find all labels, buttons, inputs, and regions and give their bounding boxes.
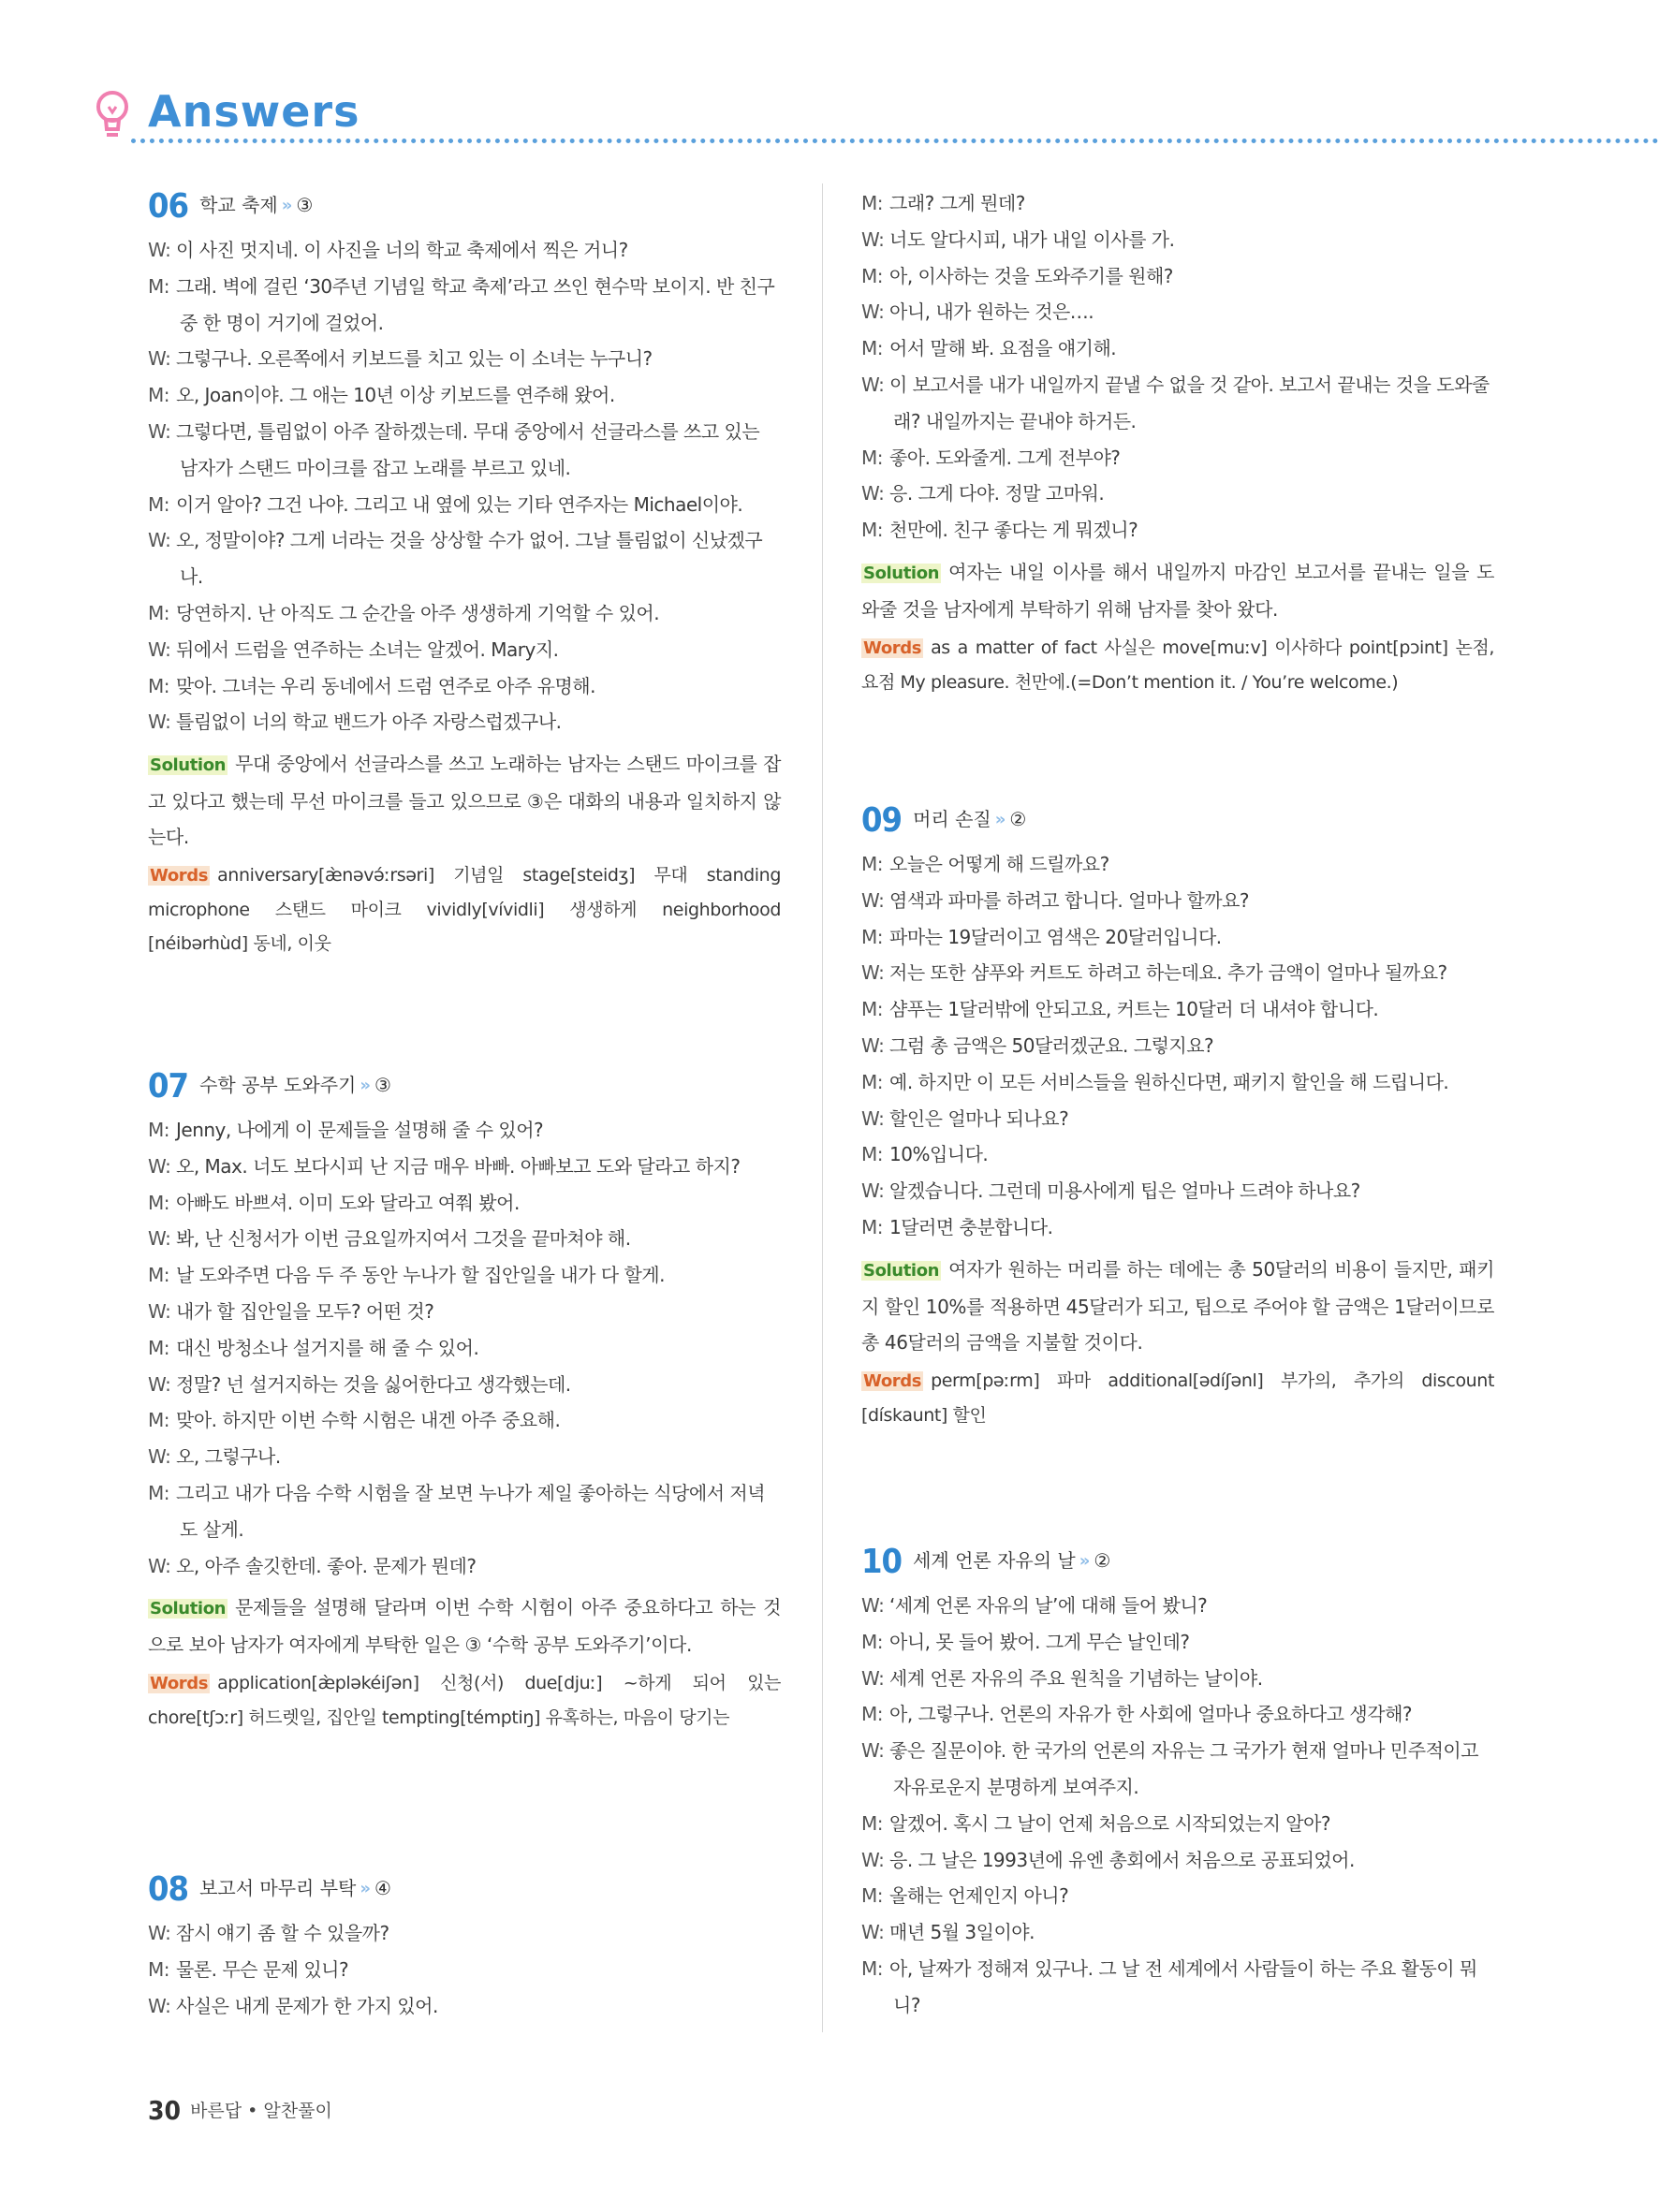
line-text: 응. 그게 다야. 정말 고마워. (889, 482, 1105, 505)
solution-text: 여자가 원하는 머리를 하는 데에는 총 50달러의 비용이 들지만, 패키지 할인 10%를 적용하면 45달러가 되고, 팁으로 주어야 할 금액은 1달러이므로 총 46달러의 금액을 지불할 것이다. (861, 1257, 1494, 1354)
words-tag: Words (863, 1370, 922, 1391)
solution-block (861, 1252, 1494, 1360)
page-title: Answers (148, 86, 360, 137)
dialogue-line (148, 232, 781, 269)
words-text: application[æ̀pləkéiʃən] 신청(서) due[djuː] ~하게 되어 있는 chore[tʃɔːr] 허드렛일, 집안일 tempting[témptiŋ] 유혹하는, 마음이 당기는 (148, 1673, 781, 1729)
dialogue-line (861, 1173, 1494, 1209)
line-text: 그럼 총 금액은 50달러겠군요. 그렇지요? (889, 1033, 1214, 1057)
dialogue (861, 185, 1494, 549)
line-text: 잠시 얘기 좀 할 수 있을까? (176, 1922, 389, 1944)
words-block (148, 858, 781, 960)
double-chevron-icon: » (1079, 1551, 1087, 1571)
line-text: 이거 알아? 그건 나야. 그리고 내 옆에 있는 기타 연주자는 Michael이야. (176, 492, 743, 516)
line-text: 좋은 질문이야. 한 국가의 언론의 자유는 그 국가가 현재 얼마나 민주적이고 자유로운지 분명하게 보여주지. (889, 1739, 1479, 1798)
line-text: 할인은 얼마나 되나요? (889, 1106, 1069, 1130)
speaker-label: M: (148, 601, 169, 624)
line-text: 맞아. 그녀는 우리 동네에서 드럼 연주로 아주 유명해. (176, 674, 595, 697)
section-heading (148, 1067, 781, 1108)
speaker-label: W: (148, 637, 171, 661)
speaker-label: W: (861, 1179, 885, 1203)
speaker-label: W: (861, 1848, 885, 1871)
section-number: 10 (861, 1543, 903, 1581)
section-06 (148, 187, 781, 960)
speaker-label: W: (861, 1106, 885, 1130)
speaker-label: M: (148, 384, 169, 407)
footer-label: 바른답 • 알찬풀이 (190, 2101, 332, 2121)
dialogue-line (861, 1661, 1494, 1697)
dialogue-line (861, 1028, 1494, 1064)
speaker-label: M: (861, 1070, 883, 1093)
line-text: 봐, 난 신청서가 이번 금요일까지여서 그것을 끝마쳐야 해. (176, 1227, 631, 1251)
speaker-label: M: (148, 1481, 169, 1504)
line-text: 오늘은 어떻게 해 드릴까요? (889, 853, 1109, 875)
section-title: 학교 축제 (199, 194, 278, 216)
dialogue-line (148, 522, 781, 595)
speaker-label: M: (861, 192, 883, 214)
double-chevron-icon: » (281, 196, 289, 215)
section-number: 08 (148, 1870, 189, 1909)
section-08-continued (861, 185, 1494, 699)
speaker-label: W: (861, 300, 885, 324)
speaker-label: M: (861, 446, 883, 469)
speaker-label: M: (148, 1119, 169, 1141)
lightbulb-icon (94, 88, 133, 142)
solution-block (148, 746, 781, 855)
solution-text: 무대 중앙에서 선글라스를 쓰고 노래하는 남자는 스탠드 마이크를 잡고 있다고 했는데 무선 마이크를 들고 있으므로 ③은 대화의 내용과 일치하지 않는다. (148, 753, 781, 849)
line-text: 맞아. 하지만 이번 수학 시험은 내겐 아주 중요해. (176, 1409, 561, 1432)
speaker-label: W: (861, 1921, 885, 1944)
line-text: 아빠도 바쁘셔. 이미 도와 달라고 여쭤 봤어. (176, 1191, 520, 1214)
line-text: 1달러면 충분합니다. (889, 1215, 1053, 1238)
speaker-label: M: (148, 1957, 169, 1981)
answer-number: ② (1009, 808, 1027, 830)
line-text: 좋아. 도와줄게. 그게 전부야? (889, 446, 1121, 469)
solution-text: 여자는 내일 이사를 해서 내일까지 마감인 보고서를 끝내는 일을 도와줄 것을 남자에게 부탁하기 위해 남자를 찾아 왔다. (861, 560, 1494, 621)
speaker-label: M: (861, 925, 883, 948)
answer-number: ④ (374, 1877, 391, 1899)
dialogue-line (861, 1914, 1494, 1951)
line-text: 저는 또한 샴푸와 커트도 하려고 하는데요. 추가 금액이 얼마나 될까요? (889, 961, 1447, 985)
speaker-label: M: (861, 1884, 883, 1908)
line-text: 틀림없이 너의 학교 밴드가 아주 자랑스럽겠구나. (176, 710, 562, 734)
speaker-label: W: (148, 419, 171, 443)
dialogue-line (148, 1112, 781, 1149)
dialogue-line (861, 883, 1494, 919)
line-text: 아니, 내가 원하는 것은…. (889, 300, 1094, 324)
line-text: 아, 이사하는 것을 도와주기를 원해? (889, 264, 1173, 287)
section-heading (861, 1543, 1494, 1584)
dialogue-line (861, 294, 1494, 330)
line-text: 물론. 무슨 문제 있니? (176, 1957, 349, 1981)
section-09 (861, 801, 1494, 1432)
line-text: 어서 말해 봐. 요점을 얘기해. (889, 337, 1117, 360)
speaker-label: M: (861, 1703, 883, 1726)
line-text: Jenny, 나에게 이 문제들을 설명해 줄 수 있어? (176, 1119, 544, 1141)
dialogue (148, 1915, 781, 2024)
dialogue-line (861, 1806, 1494, 1842)
section-10 (861, 1543, 1494, 2024)
header-dotted-rule (131, 139, 1659, 143)
dialogue-line (861, 222, 1494, 258)
speaker-label: W: (861, 1666, 885, 1690)
speaker-label: M: (148, 274, 169, 298)
line-text: 정말? 넌 설거지하는 것을 싫어한다고 생각했는데. (176, 1372, 571, 1396)
speaker-label: M: (148, 492, 169, 516)
dialogue-line (861, 185, 1494, 222)
words-tag: Words (150, 1674, 209, 1694)
dialogue-line (148, 1294, 781, 1330)
double-chevron-icon: » (360, 1076, 367, 1095)
line-text: 아니, 못 들어 봤어. 그게 무슨 날인데? (889, 1630, 1190, 1653)
speaker-label: W: (861, 373, 885, 396)
words-tag: Words (150, 866, 209, 886)
dialogue-line (861, 1136, 1494, 1173)
line-text: 매년 5월 3일이야. (889, 1921, 1035, 1944)
words-text: as a matter of fact 사실은 move[muːv] 이사하다 point[pɔint] 논점, 요점 My pleasure. 천만에.(=Don’t mention it. / You’re welcome.) (861, 637, 1494, 693)
line-text: 그렇다면, 틀림없이 아주 잘하겠는데. 무대 중앙에서 선글라스를 쓰고 있는 남자가 스탠드 마이크를 잡고 노래를 부르고 있네. (176, 419, 760, 479)
dialogue-line (861, 440, 1494, 476)
section-number: 06 (148, 187, 189, 226)
solution-tag: Solution (863, 1260, 940, 1281)
words-block (148, 1666, 781, 1735)
words-block (861, 1364, 1494, 1432)
line-text: ‘세계 언론 자유의 날’에 대해 들어 봤니? (889, 1594, 1208, 1617)
speaker-label: M: (148, 1264, 169, 1287)
line-text: 예. 하지만 이 모든 서비스들을 원하신다면, 패키지 할인을 해 드립니다. (889, 1070, 1449, 1093)
section-heading (148, 187, 781, 228)
line-text: 오, Joan이야. 그 애는 10년 이상 키보드를 연주해 왔어. (176, 384, 615, 407)
dialogue-line (861, 991, 1494, 1028)
words-text: perm[pəːrm] 파마 additional[ədíʃənl] 부가의, 추가의 discount [dískaunt] 할인 (861, 1370, 1494, 1426)
double-chevron-icon: » (994, 810, 1003, 829)
speaker-label: M: (861, 998, 883, 1021)
speaker-label: M: (148, 1336, 169, 1359)
dialogue-line (148, 1221, 781, 1257)
speaker-label: W: (148, 1994, 171, 2017)
line-text: 아, 날짜가 정해져 있구나. 그 날 전 세계에서 사람들이 하는 주요 활동이 뭐니? (889, 1956, 1477, 2016)
page-number: 30 (148, 2095, 182, 2126)
speaker-label: W: (148, 347, 171, 371)
speaker-label: W: (148, 239, 171, 261)
dialogue-line (148, 668, 781, 705)
line-text: 10%입니다. (889, 1143, 989, 1166)
dialogue-line (148, 1149, 781, 1185)
dialogue-line (861, 1101, 1494, 1137)
speaker-label: W: (148, 1154, 171, 1178)
dialogue-line (148, 595, 781, 632)
solution-tag: Solution (150, 1599, 227, 1619)
section-heading (861, 801, 1494, 842)
dialogue-line (861, 330, 1494, 367)
speaker-label: W: (148, 1445, 171, 1469)
speaker-label: W: (861, 1739, 885, 1763)
line-text: 알겠어. 혹시 그 날이 언제 처음으로 시작되었는지 알아? (889, 1811, 1331, 1835)
dialogue (861, 1588, 1494, 2024)
dialogue-line (861, 1588, 1494, 1624)
speaker-label: M: (861, 1630, 883, 1653)
answer-number: ③ (374, 1074, 391, 1096)
speaker-label: M: (861, 1811, 883, 1835)
dialogue (861, 846, 1494, 1246)
dialogue-line (861, 258, 1494, 295)
speaker-label: M: (861, 337, 883, 360)
dialogue-line (148, 1952, 781, 1988)
speaker-label: W: (148, 710, 171, 734)
line-text: 그렇구나. 오른쪽에서 키보드를 치고 있는 이 소녀는 누구니? (176, 347, 653, 371)
line-text: 오, 정말이야? 그게 너라는 것을 상상할 수가 없어. 그날 틀림없이 신났겠구나. (176, 529, 763, 589)
dialogue-line (148, 1330, 781, 1367)
line-text: 아, 그렇구나. 언론의 자유가 한 사회에 얼마나 중요하다고 생각해? (889, 1703, 1413, 1726)
dialogue-line (148, 1548, 781, 1585)
section-title: 수학 공부 도와주기 (199, 1074, 357, 1096)
speaker-label: M: (861, 519, 883, 542)
solution-text: 문제들을 설명해 달라며 이번 수학 시험이 아주 중요하다고 하는 것으로 보아 남자가 여자에게 부탁한 일은 ③ ‘수학 공부 도와주기’이다. (148, 1596, 781, 1657)
line-text: 염색과 파마를 하려고 합니다. 얼마나 할까요? (889, 888, 1250, 912)
line-text: 파마는 19달러이고 염색은 20달러입니다. (889, 925, 1222, 948)
page-footer (148, 2095, 332, 2126)
line-text: 샴푸는 1달러밖에 안되고요, 커트는 10달러 더 내셔야 합니다. (889, 998, 1379, 1021)
speaker-label: W: (148, 529, 171, 552)
solution-block (861, 554, 1494, 627)
words-tag: Words (863, 637, 922, 658)
section-title: 세계 언론 자유의 날 (913, 1549, 1076, 1572)
dialogue-line (148, 1185, 781, 1222)
speaker-label: M: (148, 674, 169, 697)
dialogue-line (148, 1915, 781, 1952)
section-number: 09 (861, 801, 903, 840)
dialogue (148, 232, 781, 740)
speaker-label: W: (861, 961, 885, 985)
speaker-label: W: (148, 1922, 171, 1944)
dialogue-line (861, 512, 1494, 549)
dialogue-line (861, 1209, 1494, 1246)
line-text: 오, 그렇구나. (176, 1445, 281, 1469)
dialogue-line (861, 1842, 1494, 1879)
dialogue-line (148, 377, 781, 414)
speaker-label: W: (148, 1227, 171, 1251)
speaker-label: W: (861, 1594, 885, 1617)
dialogue-line (148, 704, 781, 740)
answer-number: ③ (296, 194, 314, 216)
speaker-label: W: (148, 1299, 171, 1323)
line-text: 그래. 벽에 걸린 ‘30주년 기념일 학교 축제’라고 쓰인 현수막 보이지. 반 친구 중 한 명이 거기에 걸었어. (176, 274, 775, 334)
dialogue-line (148, 414, 781, 487)
dialogue-line (148, 1402, 781, 1439)
speaker-label: M: (861, 853, 883, 875)
line-text: 내가 할 집안일을 모두? 어떤 것? (176, 1299, 434, 1323)
speaker-label: M: (861, 264, 883, 287)
solution-tag: Solution (863, 563, 940, 583)
speaker-label: W: (148, 1554, 171, 1577)
speaker-label: W: (861, 1033, 885, 1057)
dialogue (148, 1112, 781, 1584)
dialogue-line (148, 1475, 781, 1548)
dialogue-line (148, 632, 781, 668)
dialogue-line (148, 1257, 781, 1294)
speaker-label: W: (148, 1372, 171, 1396)
section-heading (148, 1870, 781, 1912)
section-title: 보고서 마무리 부탁 (199, 1877, 357, 1899)
solution-tag: Solution (150, 755, 227, 776)
dialogue-line (148, 1439, 781, 1475)
dialogue-line (861, 1064, 1494, 1101)
dialogue-line (861, 1624, 1494, 1661)
line-text: 오, Max. 너도 보다시피 난 지금 매우 바빠. 아빠보고 도와 달라고 하지? (176, 1154, 741, 1178)
speaker-label: W: (861, 888, 885, 912)
line-text: 오, 아주 솔깃한데. 좋아. 문제가 뭔데? (176, 1554, 477, 1577)
line-text: 올해는 언제인지 아니? (889, 1884, 1069, 1908)
words-text: anniversary[æ̀nəvə́ːrsəri] 기념일 stage[steidʒ] 무대 standing microphone 스탠드 마이크 vividly[vívidli] 생생하게 neighborhood [néibərhùd] 동네, 이웃 (148, 865, 781, 955)
line-text: 천만에. 친구 좋다는 게 뭐겠니? (889, 519, 1138, 542)
line-text: 그래? 그게 뭔데? (889, 192, 1025, 214)
line-text: 너도 알다시피, 내가 내일 이사를 가. (889, 227, 1175, 251)
double-chevron-icon: » (360, 1879, 367, 1898)
dialogue-line (861, 476, 1494, 512)
dialogue-line (148, 341, 781, 377)
column-divider (822, 183, 823, 2032)
dialogue-line (861, 367, 1494, 440)
line-text: 세계 언론 자유의 주요 원칙을 기념하는 날이야. (889, 1666, 1263, 1690)
speaker-label: W: (861, 227, 885, 251)
dialogue-line (861, 1696, 1494, 1733)
answer-number: ② (1094, 1549, 1111, 1572)
words-block (861, 631, 1494, 699)
dialogue-line (861, 1733, 1494, 1806)
speaker-label: M: (148, 1191, 169, 1214)
speaker-label: W: (861, 482, 885, 505)
dialogue-line (148, 269, 781, 342)
line-text: 이 사진 멋지네. 이 사진을 너의 학교 축제에서 찍은 거니? (176, 239, 628, 261)
dialogue-line (148, 1988, 781, 2025)
dialogue-line (148, 1367, 781, 1403)
speaker-label: M: (148, 1409, 169, 1432)
line-text: 대신 방청소나 설거지를 해 줄 수 있어. (176, 1336, 479, 1359)
dialogue-line (861, 1878, 1494, 1914)
line-text: 알겠습니다. 그런데 미용사에게 팁은 얼마나 드려야 하나요? (889, 1179, 1360, 1203)
dialogue-line (148, 487, 781, 523)
section-number: 07 (148, 1067, 189, 1106)
dialogue-line (861, 955, 1494, 991)
speaker-label: M: (861, 1956, 883, 1980)
section-title: 머리 손질 (913, 808, 991, 830)
dialogue-line (861, 846, 1494, 883)
line-text: 날 도와주면 다음 두 주 동안 누나가 할 집안일을 내가 다 할게. (176, 1264, 665, 1287)
line-text: 사실은 내게 문제가 한 가지 있어. (176, 1994, 438, 2017)
section-08 (148, 1870, 781, 2024)
line-text: 뒤에서 드럼을 연주하는 소녀는 알겠어. Mary지. (176, 637, 559, 661)
section-07 (148, 1067, 781, 1735)
speaker-label: M: (861, 1215, 883, 1238)
speaker-label: M: (861, 1143, 883, 1166)
line-text: 이 보고서를 내가 내일까지 끝낼 수 없을 것 같아. 보고서 끝내는 것을 도와줄래? 내일까지는 끝내야 하거든. (889, 373, 1490, 432)
line-text: 당연하지. 난 아직도 그 순간을 아주 생생하게 기억할 수 있어. (176, 601, 660, 624)
solution-block (148, 1589, 781, 1663)
dialogue-line (861, 1951, 1494, 2024)
line-text: 응. 그 날은 1993년에 유엔 총회에서 처음으로 공표되었어. (889, 1848, 1355, 1871)
dialogue-line (861, 919, 1494, 956)
line-text: 그리고 내가 다음 수학 시험을 잘 보면 누나가 제일 좋아하는 식당에서 저녁도 살게. (176, 1481, 766, 1541)
